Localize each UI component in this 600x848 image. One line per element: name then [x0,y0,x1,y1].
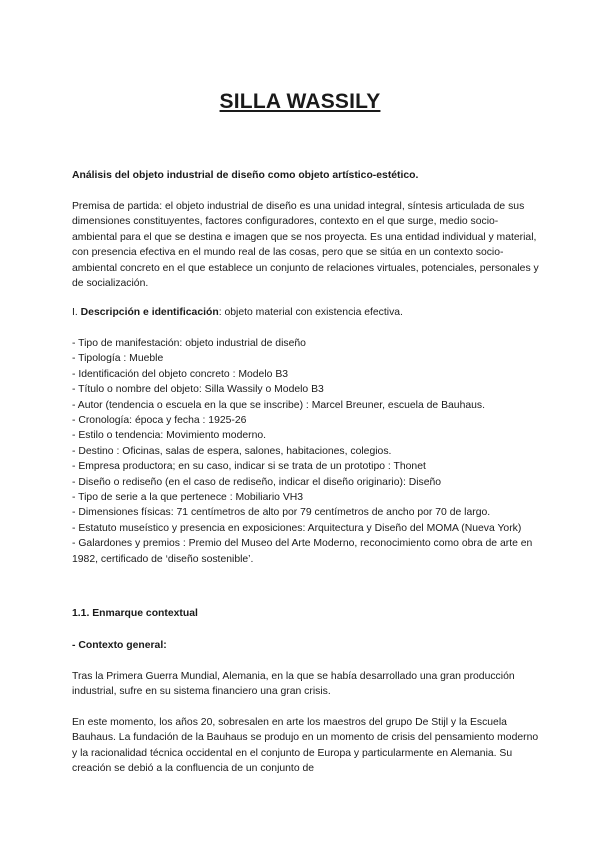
list-item: - Título o nombre del objeto: Silla Wassily o Modelo B3 [72,384,324,396]
context-general-label: - Contexto general: [72,640,167,651]
list-item: - Tipo de manifestación: objeto industrial de diseño [72,338,306,349]
list-item: - Galardones y premios : Premio del Museo del Arte Moderno, reconocimiento como obra de arte en 1982, certificado de ‘diseño sostenible’. [72,538,533,565]
document-subtitle: Análisis del objeto industrial de diseño como objeto artístico-estético. [72,170,419,181]
section-1-rest: : objeto material con existencia efectiva. [218,307,403,318]
list-item: - Identificación del objeto concreto : Modelo B3 [72,368,289,380]
section-1-prefix: I. [72,307,81,318]
section-1-heading [72,305,542,320]
list-item: - Autor (tendencia o escuela en la que se inscribe) : Marcel Breuner, escuela de Bauhaus. [72,399,485,411]
identification-list [72,336,542,567]
premise-paragraph: Premisa de partida: el objeto industrial de diseño es una unidad integral, síntesis articulada de sus dimensiones constituyentes, factores configuradores, contexto en el que surge, medio socio-ambiental para el que se destina e imagen que se nos proyecta. Es una entidad individual y material, con presencia efectiva en el mundo real de las cosas, pero que se sitúa en un contexto socio-ambiental concreto en el que establece un conjunto de relaciones virtuales, potenciales, personales y de socialización. [72,201,539,290]
list-item: - Cronología: época y fecha : 1925-26 [72,415,247,427]
list-item: - Tipo de serie a la que pertenece : Mobiliario VH3 [72,492,304,504]
list-item: - Empresa productora; en su caso, indicar si se trata de un prototipo : Thonet [72,461,426,473]
list-item: - Estilo o tendencia: Movimiento moderno. [72,430,267,442]
list-item: - Estatuto museístico y presencia en exposiciones: Arquitectura y Diseño del MOMA (Nueva York) [72,522,522,534]
list-item: - Destino : Oficinas, salas de espera, salones, habitaciones, colegios. [72,445,392,457]
page-title: SILLA WASSILY [219,90,381,113]
list-item: - Dimensiones físicas: 71 centímetros de alto por 79 centímetros de ancho por 70 de largo. [72,507,491,519]
section-1-title: Descripción e identificación [80,307,219,318]
section-1-1-heading: 1.1. Enmarque contextual [72,608,198,619]
context-paragraph-1: Tras la Primera Guerra Mundial, Alemania, en la que se había desarrollado una gran producción industrial, sufre en su sistema financiero una gran crisis. [72,671,515,698]
context-paragraph-2: En este momento, los años 20, sobresalen en arte los maestros del grupo De Stijl y la Escuela Bauhaus. La fundación de la Bauhaus se produjo en un momento de crisis del pensamiento moderno y la racionalidad técnica occidental en el conjunto de Europa y particularmente en Alemania. Su creación se debió a la confluencia de un conjunto de [72,717,539,775]
list-item: - Tipología : Mueble [72,353,164,365]
list-item: - Diseño o rediseño (en el caso de rediseño, indicar el diseño originario): Diseño [72,476,442,488]
